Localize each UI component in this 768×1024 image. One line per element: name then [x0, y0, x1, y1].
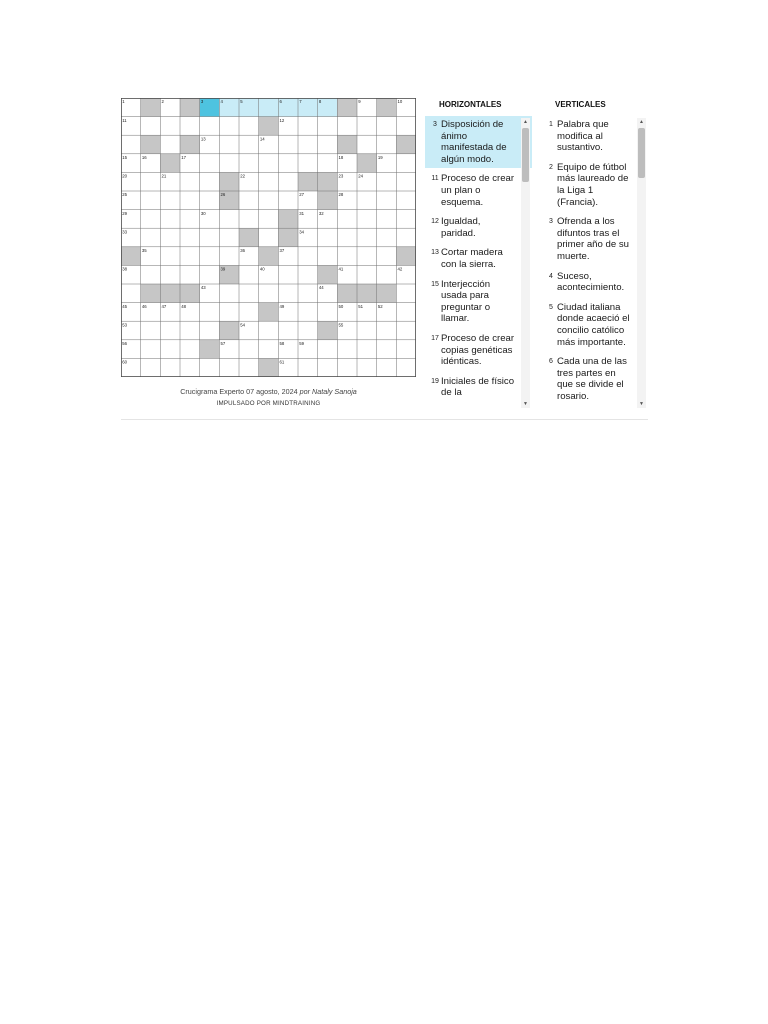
clue-item[interactable] [425, 276, 532, 328]
grid-cell[interactable] [259, 228, 279, 247]
grid-cell[interactable] [141, 321, 161, 340]
grid-cell-black [377, 284, 397, 303]
grid-cell[interactable] [396, 321, 416, 340]
grid-cell[interactable] [219, 247, 239, 266]
grid-cell[interactable] [141, 172, 161, 191]
powered-by-text: IMPULSADO POR MINDTRAINING [216, 400, 321, 407]
grid-cell[interactable] [239, 303, 259, 322]
grid-cell[interactable] [141, 228, 161, 247]
grid-cell[interactable] [239, 135, 259, 154]
grid-cell[interactable] [337, 340, 357, 359]
grid-cell-black [396, 247, 416, 266]
cell-number: 15 [122, 155, 127, 160]
cell-number: 12 [279, 117, 285, 123]
grid-cell[interactable] [278, 172, 298, 191]
grid-cell[interactable] [396, 154, 416, 173]
cell-number: 25 [122, 192, 127, 198]
grid-cell[interactable] [200, 154, 220, 173]
clue-number: 17 [431, 334, 439, 342]
grid-cell[interactable] [180, 228, 200, 247]
cell-number: 34 [299, 229, 304, 235]
grid-cell[interactable] [200, 303, 220, 322]
grid-cell[interactable] [259, 340, 279, 359]
grid-cell[interactable] [357, 191, 377, 210]
clue-item[interactable] [541, 299, 648, 351]
verticales-scrollbar[interactable] [637, 118, 646, 408]
grid-cell[interactable] [377, 358, 397, 377]
grid-cell[interactable] [298, 247, 318, 266]
clue-number: 3 [433, 121, 437, 128]
grid-cell[interactable] [180, 191, 200, 210]
grid-cell[interactable] [357, 135, 377, 154]
cell-number: 11 [122, 117, 127, 123]
grid-cell[interactable] [318, 117, 338, 136]
cell-number: 31 [299, 210, 304, 216]
clue-text: Iniciales de físico de la [441, 375, 515, 399]
grid-cell[interactable] [396, 228, 416, 247]
clue-item[interactable] [541, 116, 648, 157]
grid-cell[interactable] [141, 210, 161, 229]
grid-cell[interactable] [357, 340, 377, 359]
cell-number: 17 [181, 155, 186, 160]
clue-item[interactable] [425, 330, 532, 371]
horizontales-scrollbar[interactable] [521, 118, 530, 408]
grid-cell[interactable] [219, 210, 239, 229]
grid-cell-black [337, 284, 357, 303]
grid-cell-black [219, 321, 239, 340]
grid-cell-black [298, 172, 318, 191]
grid-cell[interactable] [278, 191, 298, 210]
grid-cell[interactable] [377, 340, 397, 359]
grid-cell[interactable] [298, 117, 318, 136]
grid-cell[interactable] [160, 228, 180, 247]
grid-cell[interactable] [278, 265, 298, 284]
grid-cell[interactable] [278, 154, 298, 173]
grid-cell[interactable] [239, 191, 259, 210]
grid-cell[interactable] [180, 358, 200, 377]
grid-cell[interactable] [219, 303, 239, 322]
grid-cell[interactable] [160, 265, 180, 284]
grid-cell[interactable] [318, 303, 338, 322]
cell-number: 44 [318, 285, 324, 291]
grid-cell[interactable] [200, 191, 220, 210]
clue-item[interactable] [541, 268, 648, 297]
grid-cell-black [357, 284, 377, 303]
horizontales-clue-list[interactable] [425, 116, 532, 409]
grid-cell[interactable] [239, 340, 259, 359]
clue-number: 2 [549, 163, 553, 171]
caption-author: Nataly Sanoja [312, 387, 357, 396]
grid-cell[interactable] [160, 247, 180, 266]
clue-item[interactable] [541, 159, 648, 211]
verticales-clue-list[interactable] [541, 116, 648, 409]
clue-text: Interjección usada para preguntar o llamar. [441, 278, 491, 325]
grid-cell-black [200, 340, 220, 359]
grid-cell[interactable] [278, 284, 298, 303]
grid-cell[interactable] [337, 210, 357, 229]
clue-text: Suceso, acontecimiento. [557, 270, 625, 294]
cell-number: 3 [200, 99, 204, 105]
grid-cell[interactable] [337, 358, 357, 377]
grid-cell[interactable] [396, 340, 416, 359]
grid-cell[interactable] [160, 358, 180, 377]
scroll-down-icon[interactable]: ▼ [523, 401, 528, 407]
clue-number: 13 [431, 249, 439, 257]
grid-cell[interactable] [357, 117, 377, 136]
grid-cell[interactable] [298, 284, 318, 303]
grid-cell[interactable] [357, 228, 377, 247]
crossword-grid-svg[interactable] [121, 98, 416, 377]
clue-text: Igualdad, paridad. [441, 216, 481, 239]
grid-cell-black [278, 210, 298, 229]
grid-cell[interactable] [357, 210, 377, 229]
clue-item[interactable] [425, 170, 532, 211]
grid-cell-black [141, 284, 161, 303]
grid-cell-black [377, 98, 397, 117]
scroll-up-icon[interactable]: ▲ [639, 119, 644, 125]
cell-number: 51 [358, 303, 363, 309]
cell-number: 46 [141, 303, 147, 309]
cell-number: 26 [220, 192, 226, 198]
grid-cell-black [259, 247, 279, 266]
grid-cell-black [239, 228, 259, 247]
grid-cell[interactable] [219, 117, 239, 136]
grid-cell[interactable] [160, 135, 180, 154]
grid-cell-selected[interactable] [259, 98, 279, 117]
grid-cell[interactable] [219, 284, 239, 303]
grid-cell-black [278, 228, 298, 247]
cell-number: 21 [161, 173, 167, 179]
grid-cell-black [160, 284, 180, 303]
grid-cell[interactable] [239, 358, 259, 377]
grid-cell[interactable] [318, 340, 338, 359]
cell-number: 10 [397, 99, 403, 105]
grid-cell[interactable] [259, 321, 279, 340]
cell-number: 19 [377, 155, 383, 160]
clue-text: Proceso de crear copias genéticas idénticas. [441, 332, 515, 368]
cell-number: 22 [240, 173, 245, 179]
grid-cell-black [318, 172, 338, 191]
clue-number: 19 [431, 377, 439, 385]
clue-number: 3 [549, 218, 553, 226]
grid-cell-black [318, 321, 338, 340]
cell-number: 52 [377, 303, 383, 309]
cell-number: 23 [338, 173, 344, 179]
grid-cell[interactable] [377, 265, 397, 284]
clue-item[interactable] [541, 213, 648, 265]
grid-cell[interactable] [377, 321, 397, 340]
grid-cell[interactable] [318, 154, 338, 173]
cell-number: 4 [220, 99, 223, 105]
grid-cell[interactable] [357, 358, 377, 377]
clue-number: 6 [549, 358, 553, 366]
grid-cell[interactable] [180, 117, 200, 136]
grid-cell-black [180, 98, 200, 117]
caption-by: por [299, 387, 311, 396]
clue-text: Proceso de crear un plan o esquema. [441, 173, 515, 208]
grid-cell[interactable] [141, 117, 161, 136]
grid-cell[interactable] [219, 358, 239, 377]
cell-number: 18 [338, 155, 344, 160]
grid-cell[interactable] [121, 135, 141, 154]
clue-item[interactable] [425, 244, 532, 273]
grid-cell[interactable] [219, 135, 239, 154]
grid-cell[interactable] [160, 321, 180, 340]
clue-item[interactable] [425, 213, 532, 242]
cell-number: 6 [279, 99, 282, 105]
clue-number: 1 [549, 121, 553, 128]
grid-cell-black [141, 98, 161, 117]
cell-number: 37 [279, 248, 285, 253]
grid-cell-black [259, 303, 279, 322]
cell-number: 9 [358, 99, 361, 105]
cell-number: 2 [161, 99, 164, 105]
grid-cell[interactable] [357, 247, 377, 266]
cell-number: 16 [141, 155, 147, 160]
grid-cell[interactable] [160, 117, 180, 136]
grid-cell[interactable] [180, 210, 200, 229]
grid-cell[interactable] [239, 117, 259, 136]
cell-number: 41 [338, 266, 344, 272]
cell-number: 36 [240, 248, 245, 253]
puzzle-caption [121, 387, 416, 396]
grid-cell[interactable] [160, 191, 180, 210]
grid-cell-black [357, 154, 377, 173]
clue-text: Cada una de las tres partes en que se divide el rosario. [557, 356, 627, 402]
grid-cell[interactable] [219, 228, 239, 247]
grid-cell[interactable] [239, 210, 259, 229]
grid-cell[interactable] [278, 321, 298, 340]
grid-cell[interactable] [259, 172, 279, 191]
grid-cell[interactable] [298, 135, 318, 154]
grid-cell[interactable] [396, 303, 416, 322]
grid-cell[interactable] [278, 135, 298, 154]
cell-number: 40 [259, 266, 265, 272]
clue-text: Disposición de ánimo manifestada de algún modo. [441, 119, 507, 165]
grid-cell-black [318, 191, 338, 210]
grid-cell-black [160, 154, 180, 173]
grid-cell[interactable] [396, 358, 416, 377]
scroll-down-icon[interactable]: ▼ [639, 401, 644, 407]
grid-cell[interactable] [357, 265, 377, 284]
clue-text: Equipo de fútbol más laureado de la Liga 1 (Francia). [557, 161, 629, 208]
cell-number: 35 [141, 248, 147, 253]
clue-number: 12 [431, 218, 439, 226]
grid-cell[interactable] [337, 228, 357, 247]
grid-cell[interactable] [160, 340, 180, 359]
clue-item[interactable] [425, 373, 532, 402]
clue-number: 4 [549, 272, 553, 280]
verticales-heading: VERTICALES [555, 100, 606, 109]
verticales-scroll-thumb[interactable] [638, 128, 645, 178]
cell-number: 33 [122, 229, 127, 235]
cell-number: 58 [279, 341, 285, 346]
cell-number: 8 [318, 99, 322, 105]
cell-number: 54 [240, 322, 245, 328]
clue-text: Ofrenda a los difuntos tras el primer año de su muerte. [557, 216, 629, 262]
cell-number: 43 [200, 285, 206, 291]
cell-number: 38 [122, 266, 127, 272]
cell-number: 14 [259, 136, 265, 142]
grid-cell-black [337, 98, 357, 117]
grid-cell[interactable] [121, 284, 141, 303]
cell-number: 57 [220, 341, 226, 346]
section-divider [121, 419, 648, 420]
cell-number: 30 [200, 210, 206, 216]
grid-cell[interactable] [180, 340, 200, 359]
cell-number: 47 [161, 303, 167, 309]
grid-cell-black [141, 135, 161, 154]
grid-cell[interactable] [337, 247, 357, 266]
cell-number: 48 [181, 303, 186, 309]
grid-cell[interactable] [141, 191, 161, 210]
grid-cell[interactable] [318, 228, 338, 247]
crossword-grid[interactable] [121, 98, 416, 377]
grid-cell[interactable] [141, 340, 161, 359]
cell-number: 42 [397, 266, 403, 272]
grid-cell[interactable] [200, 247, 220, 266]
cell-number: 5 [240, 99, 243, 105]
cell-number: 27 [299, 192, 304, 198]
grid-cell[interactable] [377, 117, 397, 136]
clue-item-active[interactable] [425, 116, 532, 168]
cell-number: 28 [338, 192, 344, 198]
horizontales-heading: HORIZONTALES [439, 100, 502, 109]
cell-number: 45 [122, 303, 127, 309]
clue-number: 11 [431, 175, 439, 183]
grid-cell[interactable] [259, 154, 279, 173]
grid-cell[interactable] [298, 321, 318, 340]
horizontales-scroll-thumb[interactable] [522, 128, 529, 182]
cell-number: 60 [122, 359, 127, 365]
grid-cell-black [259, 117, 279, 136]
grid-cell[interactable] [259, 191, 279, 210]
grid-cell[interactable] [141, 265, 161, 284]
grid-cell[interactable] [298, 303, 318, 322]
cell-number: 50 [338, 303, 344, 309]
grid-cell-black [396, 135, 416, 154]
grid-cell-black [219, 172, 239, 191]
grid-cell[interactable] [318, 247, 338, 266]
cell-number: 7 [299, 99, 302, 105]
grid-cell[interactable] [200, 321, 220, 340]
grid-cell[interactable] [180, 265, 200, 284]
grid-cell[interactable] [298, 265, 318, 284]
grid-cell[interactable] [318, 135, 338, 154]
grid-cell[interactable] [239, 265, 259, 284]
grid-cell[interactable] [396, 172, 416, 191]
clue-text: Cortar madera con la sierra. [441, 247, 503, 270]
clue-item[interactable] [541, 353, 648, 405]
grid-cell[interactable] [200, 228, 220, 247]
clue-text: Palabra que modifica al sustantivo. [557, 119, 609, 154]
grid-cell[interactable] [219, 154, 239, 173]
scroll-up-icon[interactable]: ▲ [523, 119, 528, 125]
grid-cell[interactable] [337, 117, 357, 136]
grid-cell[interactable] [377, 210, 397, 229]
grid-cell-black [318, 265, 338, 284]
grid-cell[interactable] [259, 210, 279, 229]
grid-cell[interactable] [160, 210, 180, 229]
grid-cell[interactable] [377, 135, 397, 154]
grid-cell[interactable] [239, 284, 259, 303]
cell-number: 61 [279, 359, 285, 365]
grid-cell[interactable] [180, 321, 200, 340]
grid-cell-black [121, 247, 141, 266]
grid-cell[interactable] [318, 358, 338, 377]
caption-title: Crucigrama Experto 07 agosto, 2024 [180, 387, 298, 396]
grid-cell[interactable] [396, 210, 416, 229]
cell-number: 56 [122, 341, 127, 346]
cell-number: 20 [122, 173, 127, 179]
grid-cell-black [259, 358, 279, 377]
cell-number: 39 [220, 266, 226, 272]
cell-number: 59 [299, 341, 304, 346]
grid-cell[interactable] [298, 154, 318, 173]
grid-cell[interactable] [200, 265, 220, 284]
cell-number: 1 [122, 99, 125, 105]
grid-cell-black [180, 135, 200, 154]
grid-cell[interactable] [396, 284, 416, 303]
grid-cell[interactable] [377, 172, 397, 191]
grid-cell[interactable] [200, 117, 220, 136]
grid-cell[interactable] [377, 191, 397, 210]
cell-number: 53 [122, 322, 127, 328]
grid-cell[interactable] [239, 154, 259, 173]
grid-cell[interactable] [377, 247, 397, 266]
grid-cell-black [180, 284, 200, 303]
grid-cell[interactable] [357, 321, 377, 340]
grid-cell[interactable] [259, 284, 279, 303]
grid-cell[interactable] [298, 358, 318, 377]
cell-number: 49 [279, 303, 285, 309]
clue-number: 15 [431, 280, 439, 288]
cell-number: 24 [358, 173, 363, 179]
grid-cell[interactable] [396, 117, 416, 136]
grid-cell[interactable] [200, 172, 220, 191]
cell-number: 29 [122, 210, 127, 216]
grid-cell[interactable] [180, 172, 200, 191]
grid-cell[interactable] [180, 247, 200, 266]
grid-cell[interactable] [377, 228, 397, 247]
grid-cell[interactable] [396, 191, 416, 210]
grid-cell[interactable] [200, 358, 220, 377]
grid-cell[interactable] [141, 358, 161, 377]
clue-number: 5 [549, 303, 553, 311]
cell-number: 55 [338, 322, 344, 328]
grid-cell-black [337, 135, 357, 154]
cell-number: 32 [318, 210, 324, 216]
clue-text: Ciudad italiana donde acaeció el concilio católico más importante. [557, 301, 630, 348]
cell-number: 13 [200, 136, 206, 142]
